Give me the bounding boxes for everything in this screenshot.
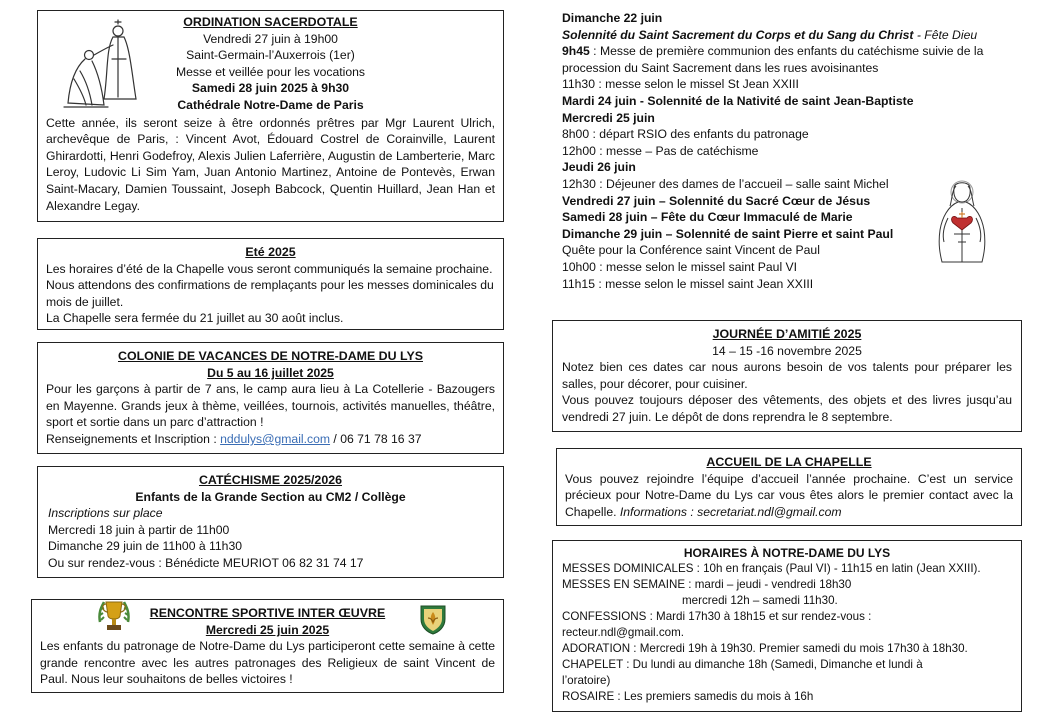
horaires-line: MESSES DOMINICALES : 10h en français (Paul VI) - 11h15 en latin (Jean XXIII). <box>562 562 981 575</box>
patronage-crest-icon <box>419 603 447 635</box>
ordination-line: Saint-Germain-l’Auxerrois (1er) <box>186 48 355 63</box>
journee-dates: 14 – 15 -16 novembre 2025 <box>712 343 862 358</box>
priest-ordination-illustration <box>56 19 156 117</box>
horaires-line: l’oratoire) <box>562 674 611 687</box>
sacred-heart-icon <box>934 178 990 264</box>
sport-box <box>31 599 504 693</box>
catechisme-subtitle: Enfants de la Grande Section au CM2 / Collège <box>135 489 406 504</box>
ordination-date: Samedi 28 juin 2025 à 9h30 <box>191 81 350 96</box>
agenda-date: Mardi 24 juin - Solennité de la Nativité de saint Jean-Baptiste <box>562 93 914 108</box>
journee-box <box>552 320 1022 432</box>
horaires-line: CONFESSIONS : Mardi 17h30 à 18h15 et sur rendez-vous : <box>562 610 872 623</box>
catechisme-title: CATÉCHISME 2025/2026 <box>198 473 342 487</box>
sport-title: RENCONTRE SPORTIVE INTER ŒUVRE <box>149 606 386 620</box>
ordination-line: Vendredi 27 juin à 19h00 <box>203 31 338 46</box>
agenda-line: Quête pour la Conférence saint Vincent de Paul <box>562 243 820 258</box>
journee-text: Vous pouvez toujours déposer des vêtements, des objets et des livres jusqu’au vendredi 27 juin. Le dépôt de dons reprendra le 8 septembre. <box>562 393 1012 424</box>
agenda-line: 8h00 : départ RSIO des enfants du patronage <box>562 127 809 142</box>
accueil-title: ACCUEIL DE LA CHAPELLE <box>706 455 872 469</box>
agenda <box>562 10 1022 292</box>
ordination-box <box>37 10 504 222</box>
colonie-info-label: Renseignements et Inscription : <box>46 431 221 446</box>
sport-date: Mercredi 25 juin 2025 <box>205 622 330 637</box>
agenda-line: 12h00 : messe – Pas de catéchisme <box>562 143 759 158</box>
agenda-text: : Messe de première communion des enfants du catéchisme suivie de la procession du Saint Sacrement dans les rues avoisinantes <box>562 44 984 75</box>
agenda-date: Dimanche 22 juin <box>562 11 663 25</box>
colonie-email-link[interactable]: nddulys@gmail.com <box>220 431 331 446</box>
summer-title: Eté 2025 <box>245 245 296 259</box>
journee-text: Notez bien ces dates car nous aurons besoin de vos talents pour préparer les salles, pour décorer, pour cuisiner. <box>562 360 1012 391</box>
agenda-feast: - Fête Dieu <box>913 27 978 42</box>
horaires-title: HORAIRES À NOTRE-DAME DU LYS <box>683 546 891 560</box>
agenda-line: 12h30 : Déjeuner des dames de l’accueil – salle saint Michel <box>562 176 889 191</box>
agenda-date: Dimanche 29 juin – Solennité de saint Pierre et saint Paul <box>562 226 894 241</box>
accueil-text <box>565 471 1013 521</box>
colonie-box <box>37 342 504 454</box>
agenda-date: Jeudi 26 juin <box>562 160 636 175</box>
summer-closure: La Chapelle sera fermée du 21 juillet au 30 août inclus. <box>46 311 344 326</box>
horaires-line: MESSES EN SEMAINE : mardi – jeudi - vendredi 18h30 <box>562 578 852 591</box>
colonie-body: Pour les garçons à partir de 7 ans, le camp aura lieu à La Cotellerie - Bazougers en Mayenne. Grands jeux à thème, veillées, tournois, activités manuelles, théâtre, sport et sortie dans un parc d’attraction ! <box>46 382 495 430</box>
accueil-box <box>556 448 1022 526</box>
agenda-date: Samedi 28 juin – Fête du Cœur Immaculé de Marie <box>562 210 853 225</box>
agenda-time: 9h45 <box>562 44 590 59</box>
ordination-body: Cette année, ils seront seize à être ordonnés prêtres par Mgr Laurent Ulrich, archevêque de Paris, : Vincent Avot, Édouard Costrel de Corainville, Laurent Ghirardotti, Henri Godefroy, Alexis Julien Laferrière, Augustin de Lamberterie, Marc Leroy, Ludovic Li Sim Yam, Juan Antonio Martinez, Antoine de Pontevès, Erwan Saint-Macary, Damien Toussaint, Joseph Babcock, Quentin Huillard, Jean Han et Alexandre Legay. <box>46 115 495 213</box>
ordination-title: ORDINATION SACERDOTALE <box>183 15 358 29</box>
catechisme-line: Inscriptions sur place <box>48 506 163 521</box>
catechisme-line: Dimanche 29 juin de 11h00 à 11h30 <box>48 539 243 554</box>
sport-body: Les enfants du patronage de Notre-Dame du Lys participeront cette semaine à cette grande rencontre avec les autres patronages des Religieux de saint Vincent de Paul. Nous leur souhaitons de belles victoires ! <box>40 639 495 687</box>
agenda-line <box>562 43 1022 76</box>
catechisme-box <box>37 466 504 578</box>
agenda-line: 10h00 : messe selon le missel saint Paul VI <box>562 259 798 274</box>
agenda-line <box>562 27 1022 44</box>
horaires-line: recteur.ndl@gmail.com. <box>562 626 684 639</box>
colonie-title: COLONIE DE VACANCES DE NOTRE-DAME DU LYS <box>118 349 423 363</box>
agenda-date: Mercredi 25 juin <box>562 110 655 125</box>
horaires-box <box>552 540 1022 712</box>
colonie-info-line <box>46 431 495 448</box>
ordination-line: Messe et veillée pour les vocations <box>175 64 365 79</box>
horaires-line: CHAPELET : Du lundi au dimanche 18h (Samedi, Dimanche et lundi à <box>562 658 923 671</box>
ordination-place: Cathédrale Notre-Dame de Paris <box>177 97 364 112</box>
catechisme-line: Mercredi 18 juin à partir de 11h00 <box>48 522 230 537</box>
horaires-line: ADORATION : Mercredi 19h à 19h30. Premier samedi du mois 17h30 à 18h30. <box>562 642 968 655</box>
accueil-body: Vous pouvez rejoindre l’équipe d’accueil l’année prochaine. C’est un service précieux pour Notre-Dame du Lys car vous êtes alors le premier contact avec la Chapelle. <box>565 471 1013 519</box>
trophy-icon <box>96 598 132 638</box>
catechisme-line: Ou sur rendez-vous : Bénédicte MEURIOT 06 82 31 74 17 <box>48 555 364 570</box>
accueil-info: Informations : secretariat.ndl@gmail.com <box>619 504 842 519</box>
agenda-date: Vendredi 27 juin – Solennité du Sacré Cœur de Jésus <box>562 193 871 208</box>
agenda-solemnity: Solennité du Saint Sacrement du Corps et du Sang du Christ <box>562 27 914 42</box>
horaires-line: mercredi 12h – samedi 11h30. <box>682 594 838 607</box>
journee-title: JOURNÉE D’AMITIÉ 2025 <box>712 327 862 341</box>
colonie-dates: Du 5 au 16 juillet 2025 <box>207 365 334 380</box>
summer-text: Les horaires d’été de la Chapelle vous seront communiqués la semaine prochaine. Nous attendons des confirmations de remplaçants pour les messes dominicales du mois de juillet. <box>46 261 494 309</box>
summer-box <box>37 238 504 330</box>
agenda-line: 11h15 : messe selon le missel saint Jean XXIII <box>562 276 814 291</box>
colonie-phone: / 06 71 78 16 37 <box>330 431 422 446</box>
horaires-line: ROSAIRE : Les premiers samedis du mois à 16h <box>562 690 814 703</box>
agenda-line: 11h30 : messe selon le missel St Jean XXIII <box>562 77 799 92</box>
